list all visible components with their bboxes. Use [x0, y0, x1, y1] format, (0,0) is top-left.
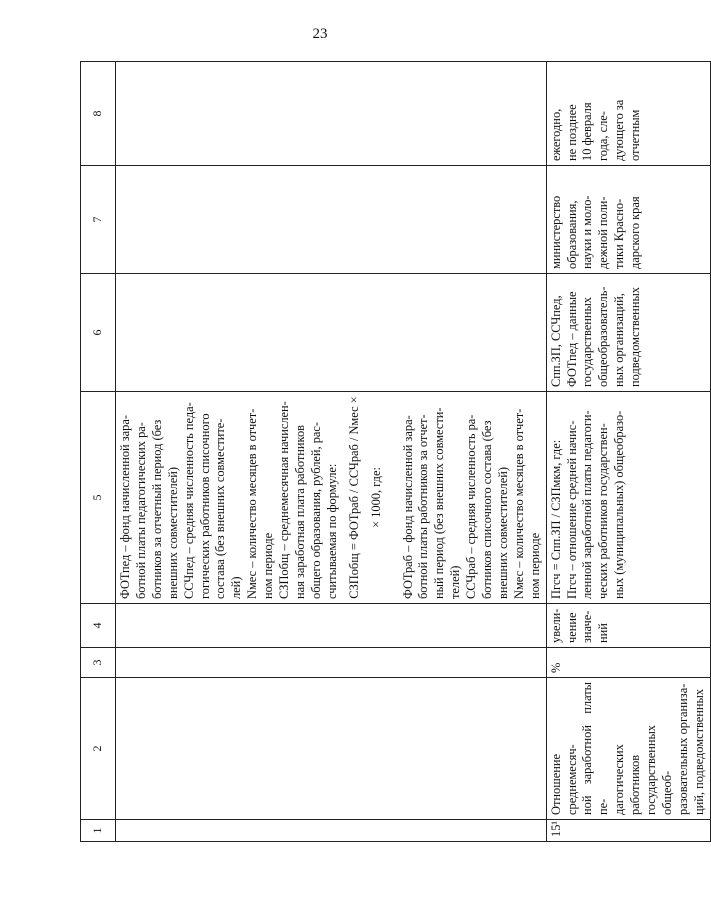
method-text-line: состава (без внешних совместите-	[213, 418, 228, 599]
method-text-line: внешних совместителей)	[165, 467, 180, 599]
row-15-source	[546, 274, 710, 392]
header-col-7: 7	[81, 166, 116, 274]
formula-line-2: × 1000, где:	[368, 467, 383, 528]
header-col-4: 4	[81, 604, 116, 648]
direction-line: увели-	[548, 608, 563, 643]
cont-cell-6	[116, 274, 547, 392]
method-text-line: ФОТпед – фонд начисленной зара-	[118, 415, 132, 599]
cont-cell-2	[116, 678, 547, 820]
method-text-line: лей)	[229, 576, 244, 599]
method-text-line: ном периоде	[261, 532, 276, 599]
method-text-part-b	[401, 396, 544, 599]
rotated-table-container	[80, 62, 706, 842]
header-col-1: 1	[81, 820, 116, 842]
cont-cell-8	[116, 62, 547, 166]
responsible-text-line: дарского края	[628, 196, 643, 269]
deadline-text-line: 10 февраля	[580, 102, 595, 161]
header-col-8: 8	[81, 62, 116, 166]
indicator-name-line: разовательных организа-	[675, 683, 690, 815]
responsible-text-line: тики Красно-	[612, 198, 627, 269]
cont-cell-1	[116, 820, 547, 842]
row-15	[546, 62, 710, 842]
indicator-name-line: государственных общеоб-	[644, 724, 674, 815]
continuation-row	[116, 62, 547, 842]
source-text-line: ных организаций,	[612, 293, 627, 387]
row-15-method	[546, 392, 710, 604]
header-row	[81, 62, 116, 842]
source-text-line: государственных	[580, 296, 595, 387]
indicator-name-line: дагогических работников	[612, 744, 643, 815]
row-15-name	[546, 678, 710, 820]
cont-cell-7	[116, 166, 547, 274]
header-col-5: 5	[81, 392, 116, 604]
cont-cell-3	[116, 648, 547, 678]
deadline-text-line: не позднее	[564, 104, 579, 161]
header-col-3: 3	[81, 648, 116, 678]
row-15-responsible	[546, 166, 710, 274]
indicators-table	[80, 61, 711, 842]
method-text-part-a	[118, 396, 341, 599]
method-text-line: внешних совместителей)	[495, 467, 510, 599]
row-15-direction	[546, 604, 710, 648]
header-col-2: 2	[81, 678, 116, 820]
method-text-line: Nмес – количество месяцев в отчет-	[511, 408, 526, 599]
direction-line: ний	[596, 623, 611, 643]
method-text-line: считываемая по формуле:	[324, 463, 339, 599]
method-text-line: телей)	[448, 565, 463, 599]
responsible-text-line: образования,	[564, 200, 579, 269]
source-text-line: общеобразователь-	[596, 286, 611, 387]
method-text-line: ССЧпед – средняя численность педа-	[181, 402, 196, 599]
deadline-text-line: отчетным	[628, 109, 643, 161]
source-text-line: ФОТпед – данные	[564, 291, 579, 387]
method-text-line: ная заработная плата работников	[292, 425, 307, 599]
source-text-line: подведомственных	[628, 287, 643, 387]
responsible-text-line: науки и моло-	[580, 195, 595, 269]
direction-line: значе-	[580, 610, 595, 643]
deadline-text-line: дующего за	[612, 99, 627, 161]
indicator-name-line: ций, подведомственных	[691, 688, 706, 815]
method-text-line: Пгсч – отношение средней начис-	[564, 420, 579, 599]
method-text-line: СЗПобщ – среднемесячная начислен-	[277, 401, 292, 599]
method-text-line: ФОТраб – фонд начисленной зара-	[400, 415, 415, 599]
cont-method-cell	[116, 392, 547, 604]
cont-cell-4	[116, 604, 547, 648]
indicator-name-line: ной заработной платы пе-	[580, 682, 611, 815]
responsible-text-line: министерство	[548, 195, 563, 269]
page-number: 23	[312, 26, 328, 42]
source-text-line: Cпп.ЗП, ССЧпед,	[548, 295, 563, 387]
method-text-line: общего образования, рублей, рас-	[308, 421, 323, 599]
method-text-line: Nмес – количество месяцев в отчет-	[245, 408, 260, 599]
method-text-line: ботников списочного состава (без	[480, 420, 495, 599]
indicator-name-line: Отношение среднемесяч-	[548, 744, 579, 815]
method-text-line: ССЧраб – средняя численность ра-	[464, 414, 479, 599]
row-15-number: 15¹	[546, 820, 710, 842]
method-text-line: ленной заработной платы педагоги-	[580, 410, 595, 599]
method-text-line: ботной платы педагогических ра-	[133, 422, 148, 599]
method-text-line: ном периоде	[527, 532, 542, 599]
method-text-line: ных (муниципальных) общеобразо-	[612, 410, 627, 599]
responsible-text-line: дежной поли-	[596, 196, 611, 269]
formula-line-1: СЗПобщ = ФОТраб / ССЧраб / Nмес ×	[346, 396, 361, 599]
method-text-line: ческих работников государствен-	[596, 423, 611, 599]
direction-line: чение	[564, 612, 579, 643]
header-col-6: 6	[81, 274, 116, 392]
method-text-line: ботников за отчетный период (без	[149, 419, 164, 599]
method-text-line: Пгсч = Cпп.ЗП / СЗПмкм, где:	[548, 439, 563, 599]
row-15-deadline	[546, 62, 710, 166]
method-text-line: ный период (без внешних совмести-	[432, 407, 447, 599]
deadline-text-line: ежегодно,	[548, 108, 563, 161]
row-15-unit: %	[546, 648, 710, 678]
deadline-text-line: года, сле-	[596, 111, 611, 161]
method-text-line: ботной платы работников за отчет-	[416, 414, 431, 599]
method-text-line: гогических работников списочного	[197, 413, 212, 599]
